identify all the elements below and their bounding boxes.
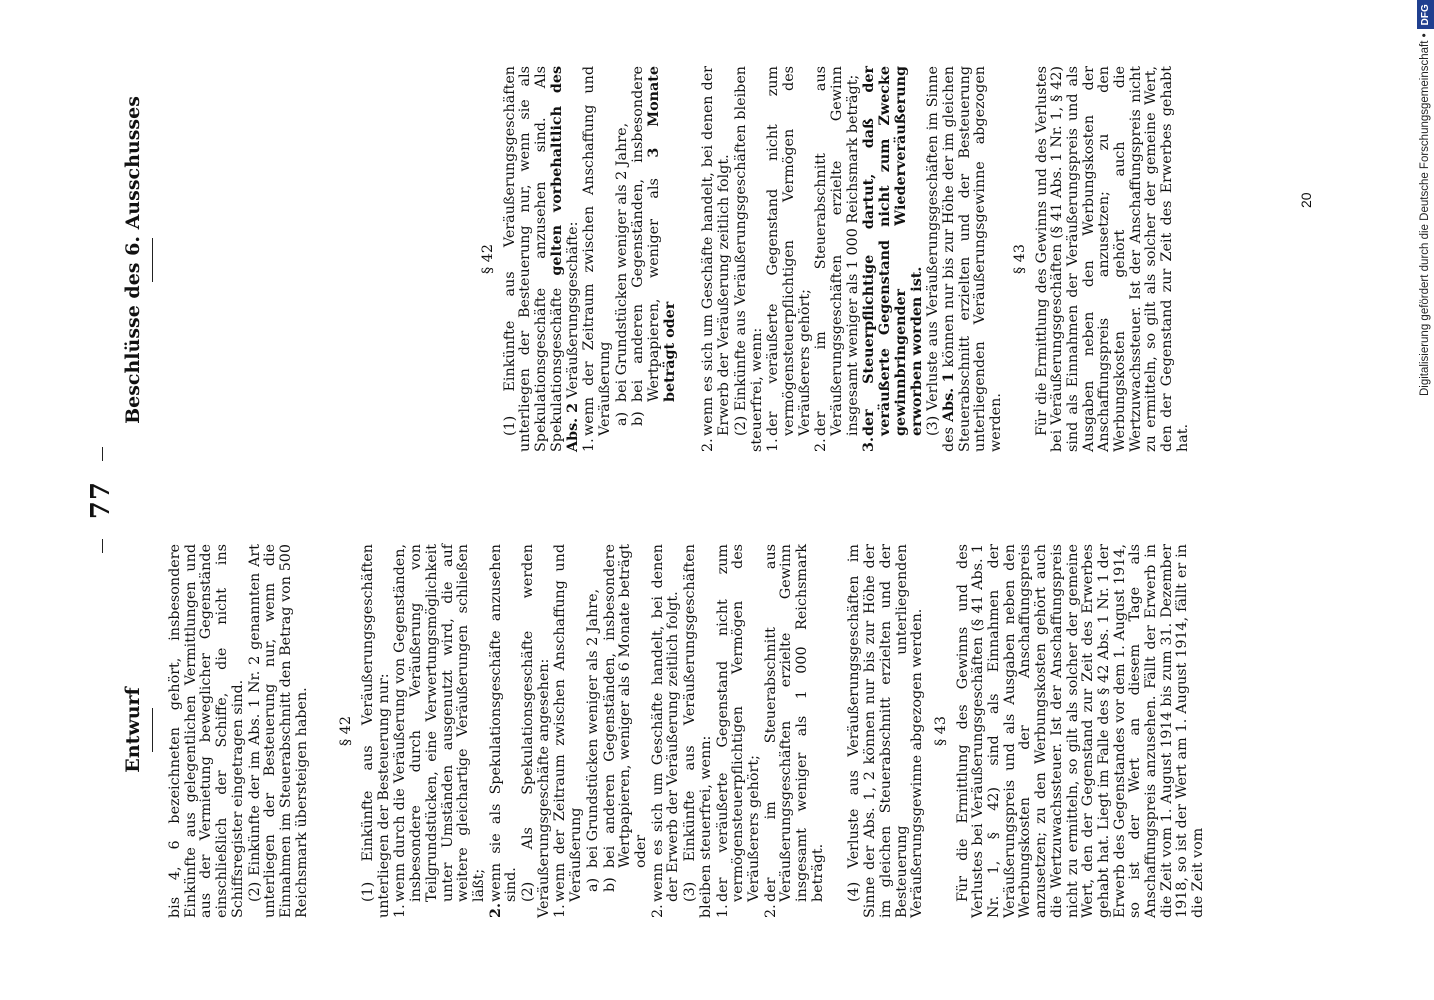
draft-s42-paragraph-3: (3) Einkünfte aus Veräußerungsgeschäften bleiben steuerfrei, wenn:	[682, 544, 714, 918]
section-43-heading: § 43	[932, 716, 949, 746]
draft-s42-item-1: 1. wenn durch die Veräußerung von Gegenständen, insbesondere durch Veräußerung von Teilgrundstücken, eine Verwertungsmöglichkeit unter Umständen ausgenutzt wird, die auf weitere gleichartige Veräußerungen schließen läßt;	[392, 544, 487, 918]
draft-column	[168, 544, 1208, 918]
footnote-number: 20	[1298, 192, 1314, 208]
draft-s42-p3-item-1: 1. der veräußerte Gegenstand nicht zum vermögensteuerpflichtigen Vermögen des Veräußerers gehört;	[714, 544, 762, 918]
committee-s42-p2-item-2: 2. der im Steuerabschnitt aus Veräußerungsgeschäften erzielte Gewinn insgesamt weniger als 1 000 Reichsmark beträgt;	[813, 66, 861, 452]
draft-s42-paragraph-2: (2) Als Spekulationsgeschäfte werden Veräußerungsgeschäfte angesehen:	[520, 544, 552, 918]
draft-intro-paragraph-2: (2) Einkünfte der im Abs. 1 Nr. 2 genannten Art unterliegen der Besteuerung nur, wenn die Einnahmen im Steuerabschnitt den Betrag von 500 Reichsmark übersteigen haben.	[246, 544, 310, 918]
committee-s42-paragraph-3: (3) Verluste aus Veräußerungsgeschäften im Sinne des Abs. 1 können nur bis zur Höhe der im gleichen Steuerabschnitt erzielten und der Besteuerung unterliegenden Veräußerungsgewinne abgezogen werden.	[925, 66, 1005, 452]
draft-s42-sub-b: b) bei anderen Gegenständen, insbesondere Wertpapieren, weniger als 6 Monate beträgt oder	[601, 544, 649, 892]
left-column-heading: Entwurf	[122, 540, 172, 920]
committee-s42-sub-b: b) bei anderen Gegenständen, insbesondere Wertpapieren, weniger als 3 Monate beträgt oder	[630, 66, 678, 426]
digitization-credit	[1414, 6, 1434, 396]
committee-s42-paragraph-1: (1) Einkünfte aus Veräußerungsgeschäften unterliegen der Besteuerung nur, wenn sie als Spekulationsgeschäfte anzusehen sind. Als Spekulationsgeschäfte gelten vorbehaltlich des Abs. 2 Veräußerungsgeschäfte:	[501, 66, 581, 452]
draft-s42-sub-a: a) bei Grundstücken weniger als 2 Jahre,	[584, 588, 601, 892]
draft-s42-p2-item-1: 1. wenn der Zeitraum zwischen Anschaffung und Veräußerung	[552, 544, 585, 918]
section-42-heading: § 42	[338, 716, 355, 746]
committee-s42-item-1: 1. wenn der Zeitraum zwischen Anschaffung und Veräußerung	[581, 66, 613, 452]
credit-text: Digitalisierung gefördert durch die Deutsche Forschungsgemeinschaft •	[1419, 33, 1431, 396]
draft-s42-p3-item-2: 2. der im Steuerabschnitt aus Veräußerungsgeschäften erzielte Gewinn insgesamt weniger als 1 000 Reichsmark beträgt.	[762, 544, 826, 918]
committee-s43-text: Für die Ermittlung des Gewinns und des Verlustes bei Veräußerungsgeschäften (§ 41 Abs. 1 Nr. 1, § 42) sind als Einnahmen der Veräußerungspreis und als Ausgaben neben den Werbungskosten der Anschaffungspreis anzusetzen; zu den Werbungskosten gehört auch die Wertzuwachssteuer. Ist der Anschaffungspreis nicht zu ermitteln, so gilt als solcher der gemeine Wert, den der Gegenstand zur Zeit des Erwerbes gehabt hat.	[1033, 66, 1191, 452]
dfg-logo: DFG	[1417, 0, 1434, 29]
draft-s42-paragraph-1: (1) Einkünfte aus Veräußerungsgeschäften unterliegen der Besteuerung nur:	[360, 544, 392, 918]
committee-column	[168, 66, 1193, 452]
draft-s42-paragraph-4: (4) Verluste aus Veräußerungsgeschäften im Sinne der Abs. 1, 2 können nur bis zur Höhe der im gleichen Steuerabschnitt erzielten und der Besteuerung unterliegenden Veräußerungsgewinne abgezogen werden.	[846, 544, 926, 918]
committee-s42-paragraph-2: (2) Einkünfte aus Veräußerungsgeschäften bleiben steuerfrei, wenn:	[732, 66, 765, 452]
draft-s42-p2-item-2: 2. wenn es sich um Geschäfte handelt, bei denen der Erwerb der Veräußerung zeitlich folgt.	[649, 544, 682, 918]
draft-intro-text: bis 4, 6 bezeichneten gehört, insbesondere Einkünfte aus gelegentlichen Vermittlungen und aus der Vermietung beweglicher Gegenstände einschließlich der Schiffe, die nicht ins Schiffsregister eingetragen sind.	[167, 544, 246, 918]
draft-s42-item-2: 2. wenn sie als Spekulationsgeschäfte anzusehen sind.	[487, 544, 520, 918]
committee-s42-sub-a: a) bei Grundstücken weniger als 2 Jahre,	[613, 122, 630, 426]
committee-s42-p2-item-3: 3. der Steuerpflichtige dartut, daß der veräußerte Gegenstand nicht zum Zwecke gewinnbringender Wiederveräußerung erworben worden ist.	[861, 66, 925, 452]
right-column-heading: Beschlüsse des 6. Ausschusses	[122, 60, 172, 460]
committee-s42-item-2: 2. wenn es sich um Geschäfte handelt, bei denen der Erwerb der Veräußerung zeitlich folgt.	[700, 66, 733, 452]
draft-s43-text: Für die Ermittlung des Gewinns und des Verlustes bei Veräußerungsgeschäften (§ 41 Abs. 1 Nr. 1, § 42) sind als Einnahmen der Veräußerungspreis und als Ausgaben neben den Werbungskosten der Anschaffungspreis anzusetzen; zu den Werbungskosten gehört auch die Wertzuwachssteuer. Ist der Anschaffungspreis nicht zu ermitteln, so gilt als solcher der gemeine Wert, den der Gegenstand zur Zeit des Erwerbes gehabt hat. Liegt im Falle des § 42 Abs. 1 Nr. 1 der Erwerb des Gegenstandes vor dem 1. August 1914, so ist der Wert an diesem Tage als Anschaffungspreis anzusehen. Fällt der Erwerb in die Zeit vom 1. August 1914 bis zum 31. Dezember 1918, so ist der Wert am 1. August 1914, fällt er in die Zeit vom	[954, 544, 1207, 918]
committee-section-43-heading: § 43	[1011, 244, 1028, 274]
committee-section-42-heading: § 42	[480, 244, 496, 274]
committee-s42-p2-item-1: 1. der veräußerte Gegenstand nicht zum vermögensteuerpflichtigen Vermögen des Veräußerers gehört;	[765, 66, 813, 452]
page-number: 77	[86, 0, 116, 1000]
